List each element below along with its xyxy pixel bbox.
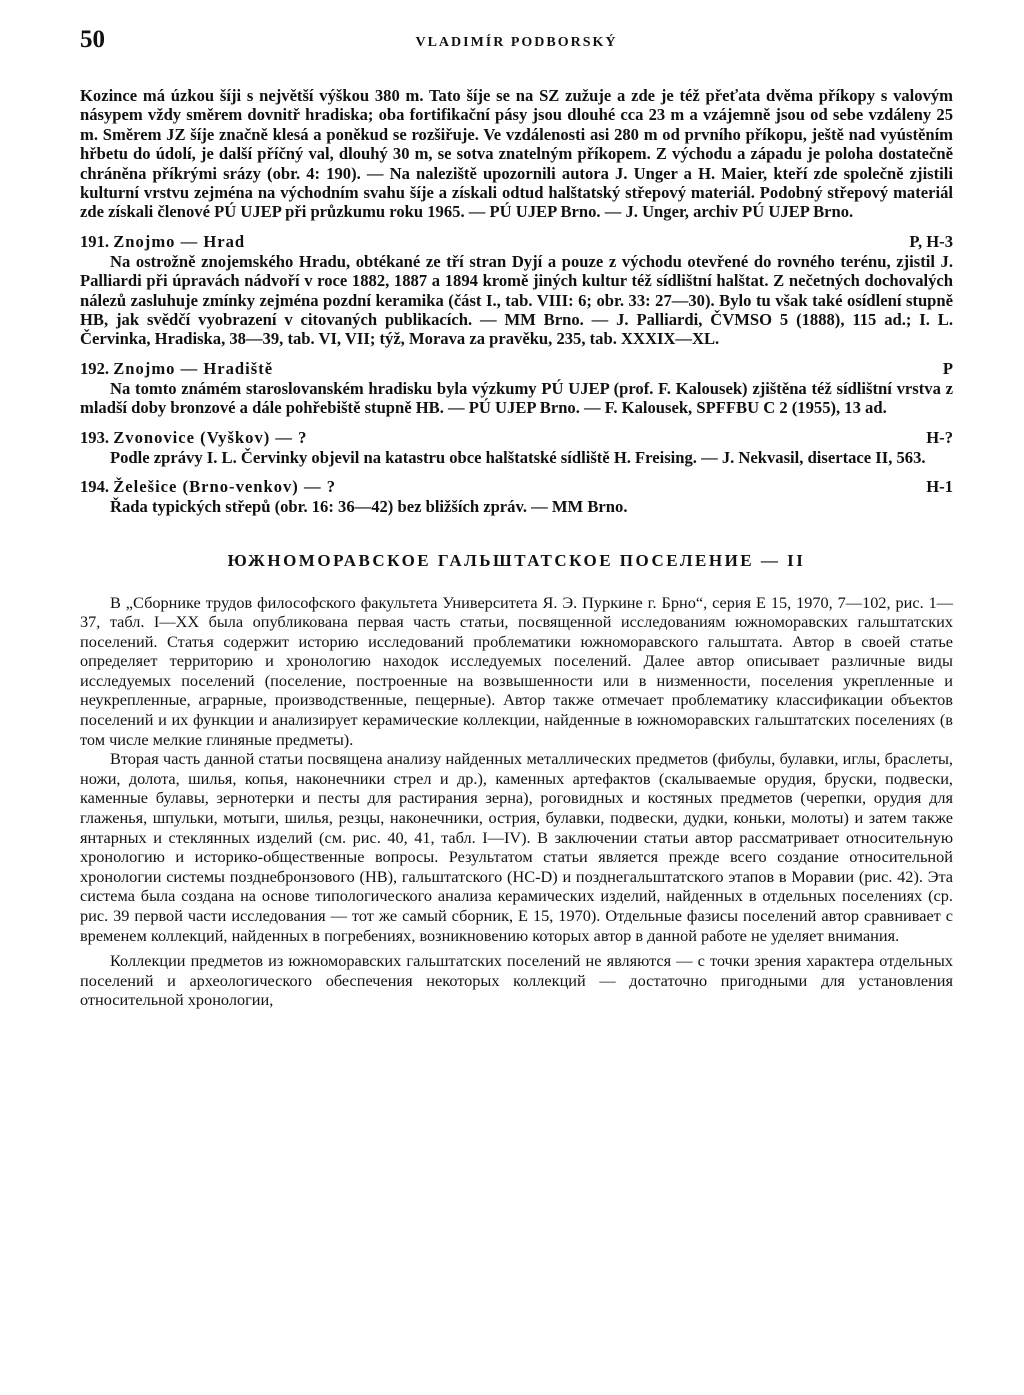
catalog-entry	[80, 359, 953, 418]
entry-text: Na tomto známém staroslovanském hradisku byla výzkumy PÚ UJEP (prof. F. Kalousek) zjištěna též sídlištní vrstva z mladší doby bronzové a dále pohřebiště stupně HB. — PÚ UJEP Brno. — F. Kalousek, SPFFBU C 2 (1955), 13 ad.	[80, 378, 953, 418]
entry-code: H-?	[926, 427, 953, 447]
entry-number: 192.	[80, 358, 110, 378]
catalog-entry	[80, 477, 953, 516]
entry-heading	[80, 359, 953, 379]
entry-text: Na ostrožně znojemského Hradu, obtékané ze tří stran Dyjí a pouze z východu otevřené do rovného terénu, zjistil J. Palliardi při úpravách nádvoří v roce 1882, 1887 a 1894 kromě jiných kultur též sídlištní halštat. Z nečetných dochovalých nálezů zasluhuje zmínky zejména pozdní keramika (část I., tab. VIII: 6; obr. 33: 27—30). Bylo tu však také osídlení stupně HB, jak svědčí vyobrazení v citovaných publikacích. — MM Brno. — J. Palliardi, ČVMSO 5 (1888), 115 ad.; I. L. Červinka, Hradiska, 38—39, tab. VI, VII; týž, Morava za pravěku, 235, tab. XXXIX—XL.	[80, 251, 953, 349]
summary-heading: ЮЖНОМОРАВСКОЕ ГАЛЬШТАТСКОЕ ПОСЕЛЕНИЕ — II	[227, 550, 806, 570]
entry-place: Zvonovice (Vyškov) — ?	[113, 427, 308, 447]
entry-code: P	[942, 358, 953, 378]
entry-heading	[80, 232, 953, 252]
entry-code: P, H-3	[909, 231, 953, 251]
summary-paragraph: В „Сборнике трудов философского факультета Университета Я. Э. Пуркине г. Брно“, серия Е 15, 1970, 7—102, рис. 1—37, табл. I—XX была опубликована первая часть статьи, посвященной исследованиям южноморавских гальштатских поселений. Статья содержит историю исследований проблематики южноморавского гальштата. Автор в своей статье определяет территорию и хронологию находок исследуемых поселений. Далее автор описывает различные виды исследуемых поселений (поселение, построенные на возвышенности или в низменности, поселения укрепленные и неукрепленные, аграрные, производственные, пещерные). Автор также отмечает проблематику классификации объектов поселений и их функции и анализирует керамические коллекции, найденные в южноморавских гальштатских поселениях (в том числе мелкие глиняные предметы).	[80, 592, 953, 749]
entry-text: Řada typických střepů (obr. 16: 36—42) bez bližších zpráv. — MM Brno.	[110, 497, 628, 517]
summary-paragraph: Вторая часть данной статьи посвящена анализу найденных металлических предметов (фибулы, булавки, иглы, браслеты, ножи, долота, шилья, копья, наконечники стрел и др.), каменных артефактов (скалываемые орудия, бруски, подвески, каменные булавы, зернотерки и песты для растирания зерна), роговидных и костяных предметов (черепки, орудия для глаженья, шпульки, мотыги, шилья, резцы, наконечники, острия, булавки, подвески, дудки, коньки, молоты) и затем также янтарных и стеклянных изделий (см. рис. 40, 41, табл. I—IV). В заключении статьи автор рассматривает относительную хронологию и историко-общественные вопросы. Результатом статьи является прежде всего создание относительной хронологии системы позднебронзового (HB), гальштатского (HC-D) и позднегальштатского этапов в Моравии (рис. 42). Эта система была создана на основе типологического анализа керамических изделий, найденных в отдельных поселениях (ср. рис. 39 первой части исследования — тот же самый сборник, Е 15, 1970). Отдельные фазисы поселений автор сравнивает с временем коллекций, найденных в погребениях, возникновению которых автор в данной работе не уделяет внимания.	[80, 749, 953, 945]
entry-number: 193.	[80, 427, 110, 447]
entry-place: Znojmo — Hradiště	[113, 358, 274, 378]
page-number: 50	[80, 26, 105, 53]
entry-code: H-1	[926, 477, 953, 497]
entry-heading	[80, 428, 953, 448]
entry-place: Želešice (Brno-venkov) — ?	[113, 477, 336, 497]
entry-text: Podle zprávy I. L. Červinky objevil na katastru obce halštatské sídliště H. Freising. — J. Nekvasil, disertace II, 563.	[110, 447, 926, 467]
page-header	[80, 26, 953, 56]
entry-place: Znojmo — Hrad	[113, 231, 246, 251]
running-head: VLADIMÍR PODBORSKÝ	[415, 35, 618, 50]
entry-number: 191.	[80, 231, 110, 251]
book-page	[80, 26, 953, 1010]
entry-heading	[80, 477, 953, 497]
catalog-entry	[80, 428, 953, 467]
summary-paragraph: Коллекции предметов из южноморавских гальштатских поселений не являются — с точки зрения характера отдельных поселений и археологического обеспечения некоторых коллекций — достаточно пригодными для установления относительной хронологии,	[80, 951, 953, 1010]
catalog-entry	[80, 232, 953, 349]
intro-paragraph: Kozince má úzkou šíji s největší výškou 380 m. Tato šíje se na SZ zužuje a zde je též přeťata dvěma příkopy s valovým násypem vždy směrem dovnitř hradiska; oba fortifikační pásy jsou dlouhé cca 23 m a vzájemně jsou od sebe vzdáleny 25 m. Směrem JZ šíje značně klesá a poněkud se rozšiřuje. Ve vzdálenosti asi 280 m od prvního příkopu, ještě nad vyústěním hřbetu do údolí, je další příčný val, dlouhý 30 m, se sotva znatelným příkopem. Z východu a západu je poloha dostatečně chráněna příkrými srázy (obr. 4: 190). — Na naleziště upozornili autora J. Unger a H. Maier, kteří zde společně zjistili kulturní vrstvu zejména na východním svahu šíje a získali odtud halštatský střepový materiál. Podobný střepový materiál zde získali členové PÚ UJEP při průzkumu roku 1965. — PÚ UJEP Brno. — J. Unger, archiv PÚ UJEP Brno.	[80, 86, 953, 222]
entry-number: 194.	[80, 477, 110, 497]
